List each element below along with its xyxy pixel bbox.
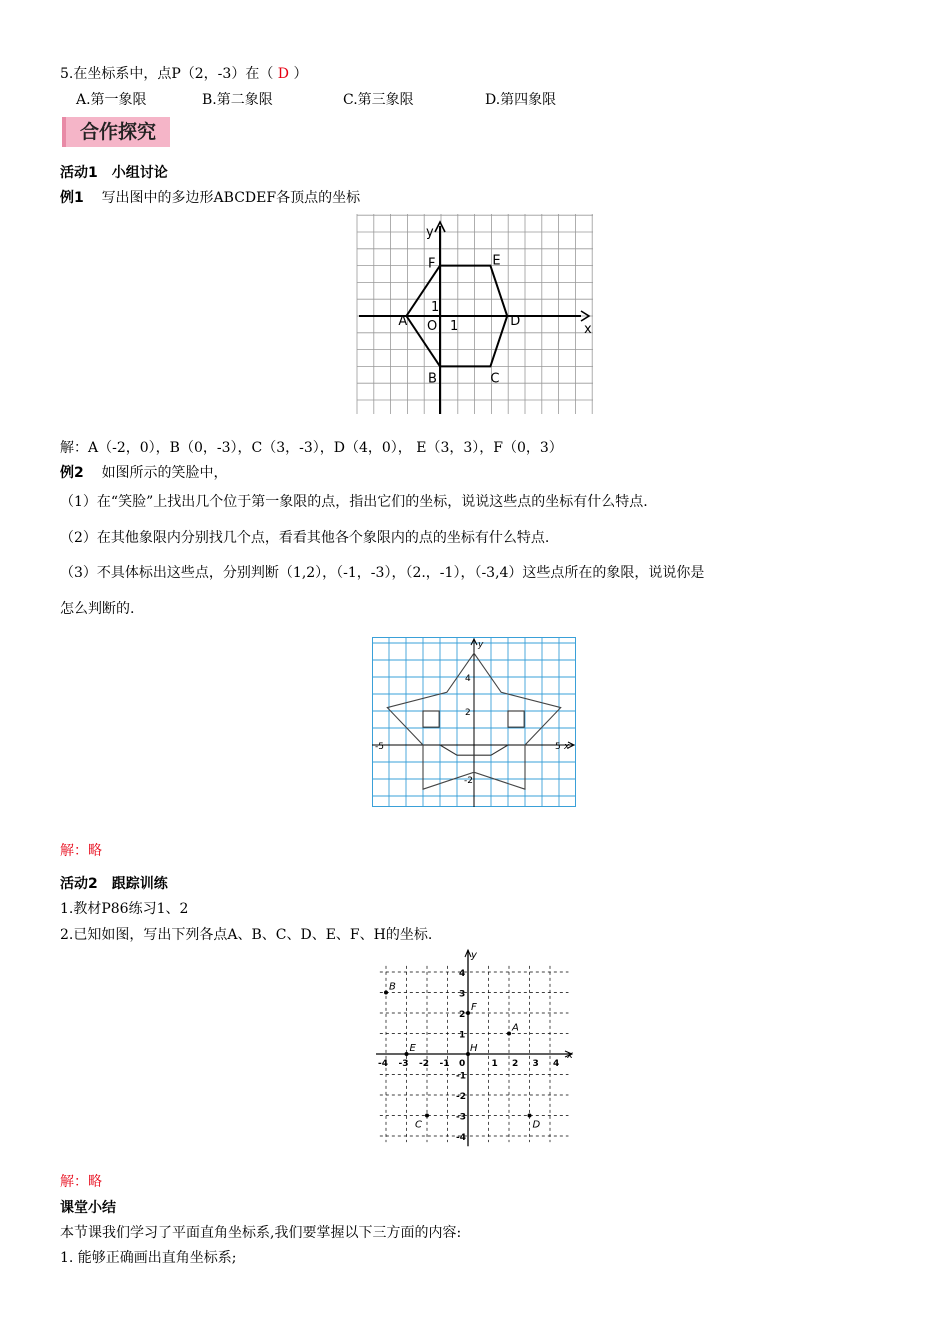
figure-smiley-star-grid: [372, 637, 577, 807]
x-tick-label: 1: [491, 1059, 498, 1069]
y-tick-label: -4: [456, 1133, 466, 1143]
example-2-q3: （3）不具体标出这些点，分别判断（1,2），（-1，-3），（2.，-1），（-3,4）这些点所在的象限，说说你是: [60, 565, 705, 581]
section-banner: 合作探究: [62, 117, 170, 147]
x-tick-label: -1: [439, 1059, 450, 1069]
y-tick-label: -3: [456, 1112, 466, 1123]
example-2: [60, 463, 228, 483]
figure-points-grid: [376, 946, 586, 1146]
point-label-c: C: [415, 1119, 422, 1131]
y-tick-label: -1: [456, 1071, 466, 1082]
point-b: [384, 991, 388, 995]
point-label-f: F: [428, 256, 436, 272]
example-2-q2: （2）在其他象限内分别找几个点，看看其他各个象限内的点的坐标有什么特点.: [60, 530, 550, 546]
point-label-b: B: [389, 981, 396, 993]
option-b: B.第二象限: [202, 92, 273, 108]
point-f: [466, 1011, 470, 1015]
x-axis-label: x: [567, 1050, 573, 1061]
activity-2-item-1: 1.教材P86练习1、2: [60, 901, 189, 917]
x-axis-label: x: [584, 322, 592, 337]
y-tick-label: 4: [459, 969, 466, 979]
point-label-h: H: [470, 1043, 478, 1054]
option-d: D.第四象限: [485, 92, 557, 108]
example-2-q3-cont: 怎么判断的.: [60, 601, 135, 617]
point-e: [405, 1052, 409, 1056]
unit-x-label: 1: [450, 319, 459, 334]
y-tick-label: -2: [456, 1092, 466, 1102]
point-label-f: F: [471, 1002, 477, 1013]
tick-label-5: 5: [555, 742, 561, 752]
question-5: [60, 64, 307, 84]
summary-title: 课堂小结: [60, 1200, 116, 1216]
y-tick-label: 2: [459, 1010, 466, 1020]
x-tick-label: -2: [419, 1059, 429, 1069]
point-c: [425, 1114, 429, 1118]
x-tick-label: 2: [512, 1059, 519, 1069]
tick-label-4: 4: [465, 674, 471, 684]
y-tick-label: 3: [459, 989, 466, 1000]
point-label-d: D: [510, 314, 521, 329]
example-2-label: 例2: [60, 465, 84, 481]
example-2-text: 如图所示的笑脸中，: [101, 465, 228, 481]
example-1-solution: 解：A（-2，0），B（0，-3），C（3，-3），D（4，0）， E（3，3），F（0，3）: [60, 440, 563, 456]
point-d: [528, 1114, 532, 1118]
option-a: A.第一象限: [76, 92, 147, 108]
point-label-e: E: [492, 253, 501, 269]
example-1-label: 例1: [60, 190, 84, 206]
tick-label-2: 2: [465, 708, 471, 718]
y-axis-label: y: [478, 640, 484, 650]
activity-1-title: 活动1 小组讨论: [60, 165, 168, 181]
activity-2-title: 活动2 跟踪训练: [60, 876, 168, 892]
example-2-solution: 解：略: [60, 843, 102, 859]
example-1: [60, 188, 360, 208]
point-label-a: A: [512, 1022, 519, 1034]
question-5-answer: D: [277, 66, 290, 82]
example-2-q1: （1）在“笑脸”上找出几个位于第一象限的点，指出它们的坐标，说说这些点的坐标有什么特点.: [60, 494, 648, 510]
x-tick-label: -4: [378, 1059, 388, 1069]
activity-2-item-2: 2.已知如图，写出下列各点A、B、C、D、E、F、H的坐标.: [60, 927, 433, 943]
y-tick-label: 1: [459, 1030, 466, 1041]
point-label-b: B: [428, 371, 437, 387]
x-tick-label: 4: [553, 1059, 560, 1069]
origin-label: O: [427, 319, 438, 334]
x-tick-label: -3: [398, 1059, 409, 1069]
figure-hexagon-grid: [355, 214, 595, 416]
example-1-text: 写出图中的多边形ABCDEF各顶点的坐标: [101, 190, 361, 206]
point-label-e: E: [409, 1043, 416, 1054]
point-label-d: D: [532, 1119, 541, 1131]
question-5-stem-end: ）: [289, 66, 308, 82]
point-a: [507, 1032, 511, 1036]
x-axis-label: x: [564, 742, 570, 752]
tick-label-neg2: -2: [464, 776, 473, 786]
unit-y-label: 1: [431, 300, 440, 315]
question-5-options: [76, 90, 556, 110]
y-axis-label: y: [426, 225, 434, 240]
point-label-c: C: [490, 371, 500, 387]
x-tick-label: 3: [532, 1059, 539, 1069]
activity-2-solution: 解：略: [60, 1174, 102, 1190]
y-axis-label: y: [471, 950, 477, 961]
tick-label-neg5: -5: [375, 742, 384, 752]
origin-label: 0: [459, 1059, 466, 1069]
question-5-stem: 5.在坐标系中，点P（2，-3）在（: [60, 66, 278, 82]
option-c: C.第三象限: [343, 92, 414, 108]
point-label-a: A: [398, 314, 408, 329]
summary-intro: 本节课我们学习了平面直角坐标系,我们要掌握以下三方面的内容:: [60, 1225, 462, 1241]
summary-point-1: 1. 能够正确画出直角坐标系;: [60, 1250, 237, 1266]
